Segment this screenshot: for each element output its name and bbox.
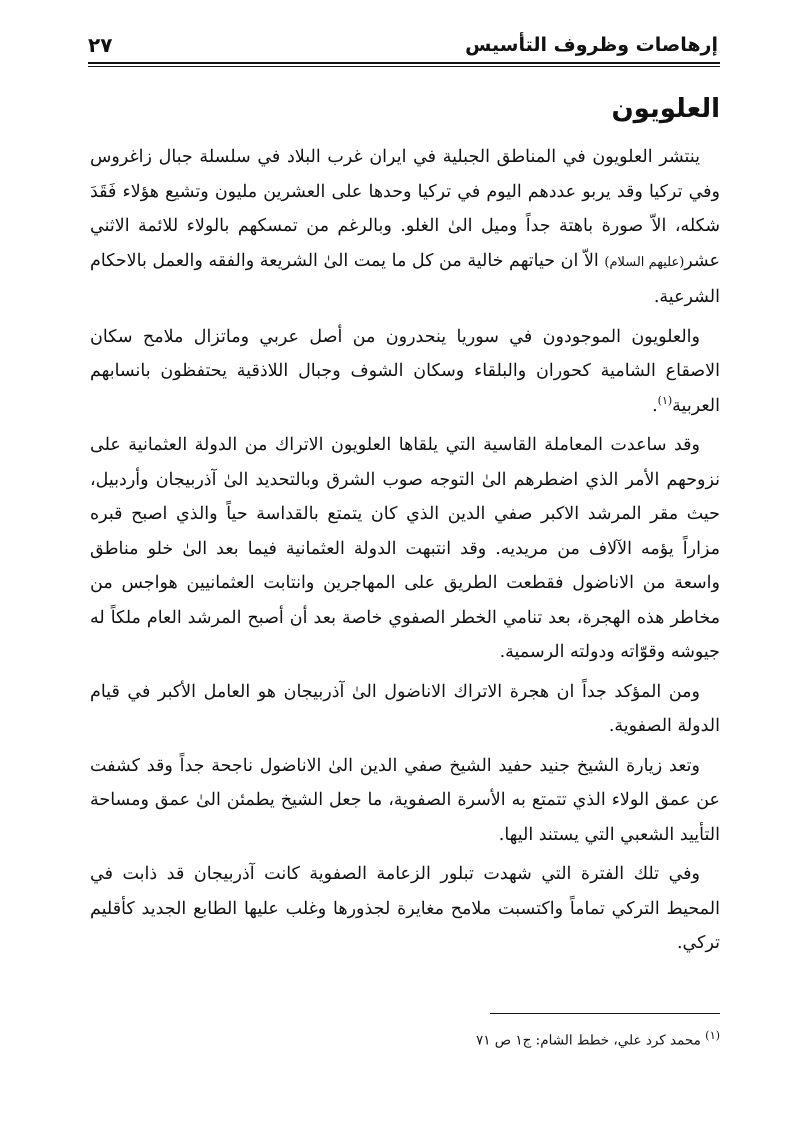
footnote-reference[interactable]: (١) bbox=[657, 393, 673, 407]
paragraph-1-text: ينتشر العلويون في المناطق الجبلية في ايران غرب البلاد في سلسلة جبال زاغروس وفي تركيا وقد يربو عددهم اليوم في تركيا وحدها على العشرين مليون وتشيع هؤلاء فَقَدَ شكله، الاّ صورة باهتة جداً وميل الىٰ الغلو. وبالرغم من تمسكهم بالولاء للائمة الاثني عشر bbox=[90, 147, 720, 271]
paragraph-3: وقد ساعدت المعاملة القاسية التي يلقاها العلويون الاتراك من الدولة العثمانية على نزوحهم الأمر الذي اضطرهم الىٰ التوجه صوب الشرق وبالتحديد الىٰ آذربيجان وأردبيل، حيث مقر المرشد الاكبر صفي الدين الذي كان يتمتع بالقداسة حياً والذي اصبح قبره مزاراً يؤمه الآلاف من مريديه. وقد انتبهت الدولة العثمانية فيما بعد الىٰ خلو مناطق واسعة من الاناضول فقطعت الطريق على المهاجرين وانتابت العثمانيين هواجس من مخاطر هذه الهجرة، بعد تنامي الخطر الصفوي خاصة بعد أن أصبح المرشد العام ملكاً له جيوشه وقوّاته ودولته الرسمية. bbox=[90, 435, 720, 662]
honorific-note: (عليهم السلام) bbox=[604, 254, 685, 270]
paragraph-5: وتعد زيارة الشيخ جنيد حفيد الشيخ صفي الدين الىٰ الاناضول ناجحة جداً وقد كشفت عن عمق الولاء الذي تتمتع به الأسرة الصفوية، ما جعل الشيخ يطمئن الىٰ عمق ومساحة التأييد الشعبي التي يستند اليها. bbox=[90, 755, 720, 845]
paragraph-6: وفي تلك الفترة التي شهدت تبلور الزعامة الصفوية كانت آذربيجان قد ذابت في المحيط التركي تماماً واكتسبت ملامح مغايرة لجذورها وغلب عليها الطابع الجديد كأقليم تركي. bbox=[90, 864, 720, 953]
footnote bbox=[300, 1025, 720, 1052]
paragraph-2-end: . bbox=[652, 395, 658, 416]
paragraph-4: ومن المؤكد جداً ان هجرة الاتراك الاناضول الىٰ آذربيجان هو العامل الأكبر في قيام الدولة الصفوية. bbox=[90, 681, 720, 736]
section-title: العلويون bbox=[611, 94, 720, 124]
footnote-marker: (١) bbox=[705, 1029, 720, 1042]
footnote-divider bbox=[490, 1013, 720, 1014]
running-title: إرهاصات وظروف التأسيس bbox=[465, 34, 718, 56]
page-body bbox=[90, 92, 720, 966]
header-divider bbox=[88, 62, 720, 67]
paragraph-2-text: والعلويون الموجودون في سوريا ينحدرون من أصل عربي وماتزال ملامح سكان الاصقاع الشامية كحوران والبلقاء وسكان الشوف وجبال اللاذقية يحتفظون بانسابهم العربية bbox=[90, 326, 720, 416]
page-number: ٢٧ bbox=[88, 33, 113, 57]
paragraph-1 bbox=[90, 140, 720, 315]
page-header bbox=[88, 28, 718, 62]
paragraph-2 bbox=[90, 320, 720, 424]
paragraph-1-text-end: الاّ ان حياتهم خالية من كل ما يمت الىٰ الشريعة والفقه والعمل بالاحكام الشرعية. bbox=[90, 250, 720, 307]
footnote-text: محمد كرد علي، خطط الشام: ج١ ص ٧١ bbox=[475, 1032, 701, 1049]
